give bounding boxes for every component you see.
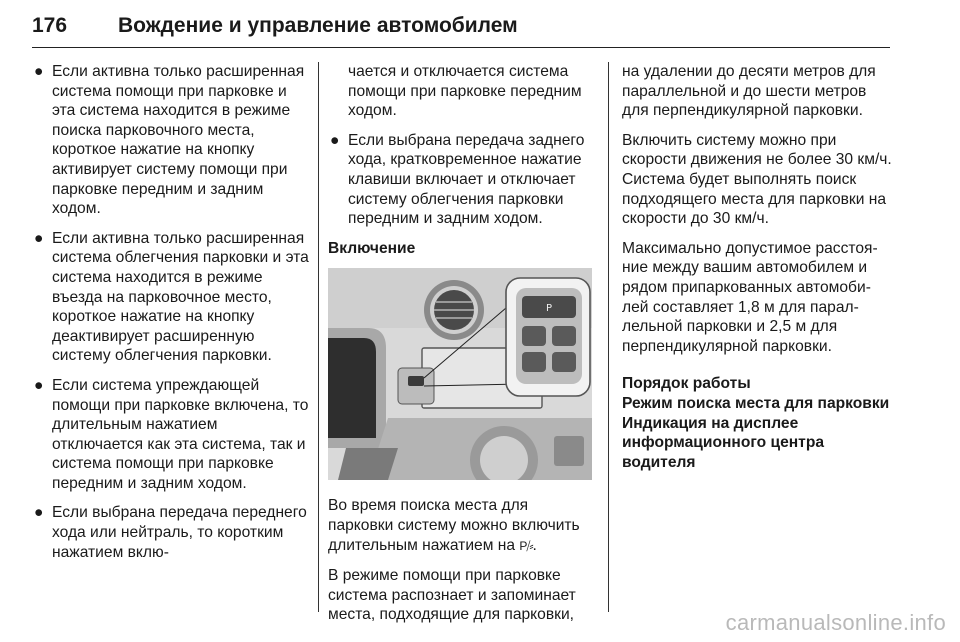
paragraph-recognition: В режиме помощи при парковке система распознает и запоминает места, подходящие для парковки, <box>328 567 576 624</box>
subsection-heading-block <box>622 374 892 472</box>
list-item: ● Если выбрана передача заднего хода, кратковременное нажатие клавиши включает и отключает систему облегчения парковки передним и задним ходом. <box>330 131 585 228</box>
heading-display-line1: Индикация на дисплее <box>622 414 799 432</box>
page-number: 176 <box>32 14 68 37</box>
bullet-list-1 <box>32 62 310 562</box>
svg-text:P: P <box>545 303 553 315</box>
list-item: ● Если активна только расширенная система помощи при парковке и эта система находится в режиме поиска парковочного места, короткое нажатие на кнопку активирует систему помощи при парковке передним и задним ходом. <box>34 63 305 218</box>
heading-display-line2: информационного центра <box>622 434 825 452</box>
dashboard-illustration <box>328 268 592 480</box>
column-2 <box>328 62 596 635</box>
section-heading-vklyuchenie: Включение <box>328 239 416 257</box>
paragraph-distance: на удалении до десяти метров для параллельной и до шести метров для перпендикулярной парковки. <box>622 63 876 120</box>
heading-procedure: Порядок работы <box>622 375 751 393</box>
heading-search-mode: Режим поиска места для парковки <box>622 394 890 412</box>
heading-display-line3: водителя <box>622 453 696 471</box>
list-item: ● Если система упреждающей помощи при парковке включена, то длительным нажатием отключается как эта система, так и система помощи при парковке передним и задним ходом. <box>34 376 309 492</box>
column-divider-2 <box>608 62 609 612</box>
chapter-title: Вождение и управление автомобилем <box>118 14 518 37</box>
bullet-continuation: чается и отключается система помощи при парковке передним ходом. <box>348 63 582 120</box>
list-item: ● Если активна только расширенная система облегчения парковки и эта система находится в режиме въезда на парковочное место, короткое нажатие на кнопку деактивирует расширенную систему облегчения парковки. <box>34 229 309 365</box>
column-3 <box>622 62 892 472</box>
paragraph-long-press: Во время поиска места для парковки систему можно включить длительным нажатием на P⧸⸗. <box>328 496 596 556</box>
parking-assist-icon: P⧸⸗ <box>519 538 533 553</box>
paragraph-speed: Включить систему можно при скорости движения не более 30 км/ч. Система будет выполнять поиск подходящего места для парковки на скорости до 30 км/ч. <box>622 131 892 228</box>
column-1 <box>32 62 310 572</box>
column-divider-1 <box>318 62 319 612</box>
list-item: ● Если выбрана передача переднего хода или нейтраль, то коротким нажатием вклю- <box>34 504 307 561</box>
bullet-list-2 <box>328 131 596 229</box>
header-rule <box>32 47 890 48</box>
watermark: carmanualsonline.info <box>725 610 946 635</box>
page-header <box>32 10 890 48</box>
paragraph-max-distance: Максимально допустимое расстояние между вашим автомобилем и рядом припаркованных автомобилей составляет 1,8 м для параллельной парковки и 2,5 м для перпендикулярной парковки. <box>622 239 878 355</box>
